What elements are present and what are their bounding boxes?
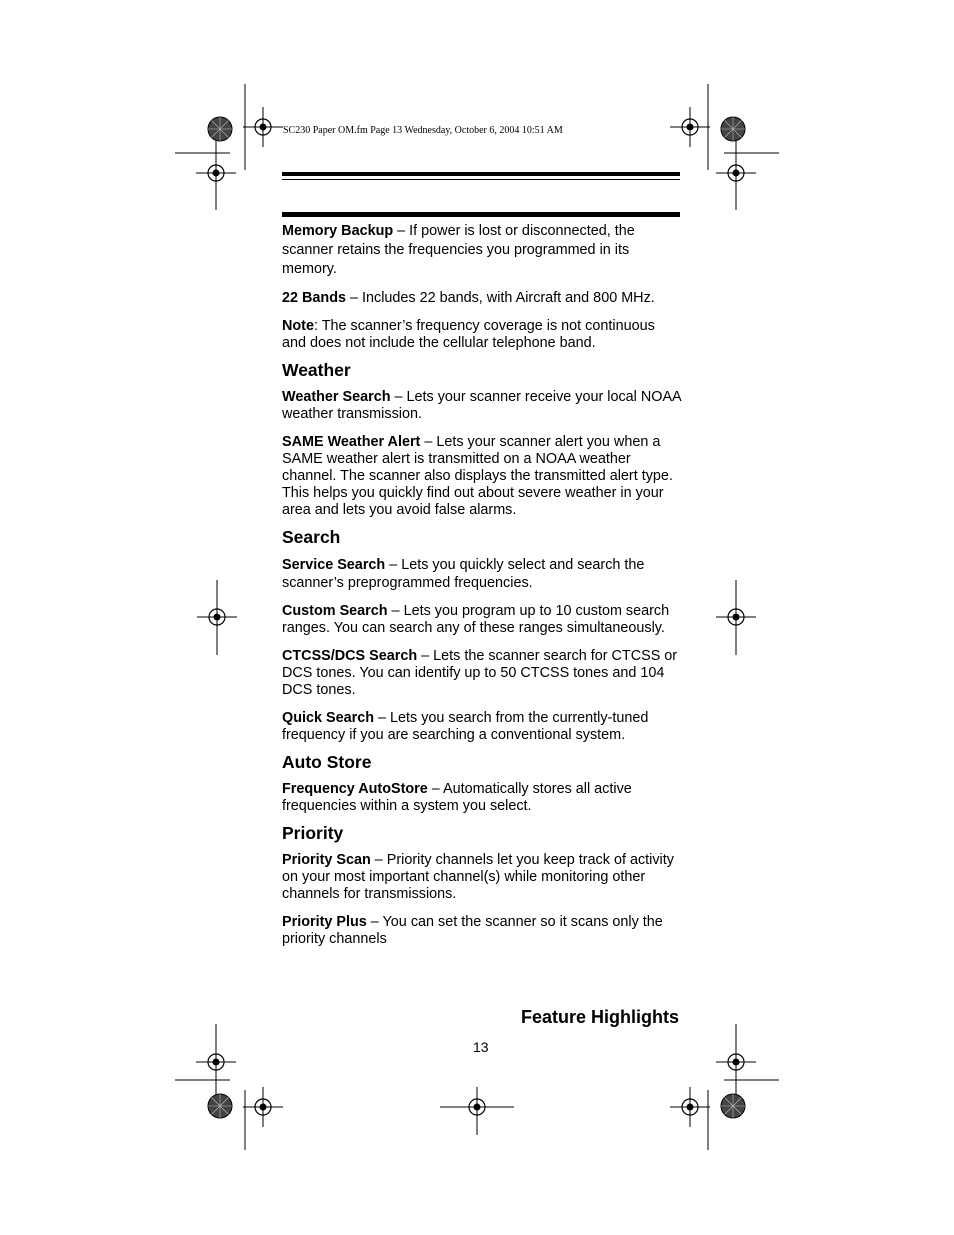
feature-weather-search: Weather Search – Lets your scanner receive your local NOAA weather transmission. [282,389,681,422]
feature-same-weather-alert: SAME Weather Alert – Lets your scanner alert you when a SAME weather alert is transmitted on a NOAA weather channel. The scanner also displays the transmitted alert type. This helps you quickly find out about severe weather in your area and lets you avoid false alarms. [282,434,673,518]
feature-frequency-autostore: Frequency AutoStore – Automatically stores all active frequencies within a system you select. [282,781,632,814]
feature-memory-backup: Memory Backup – If power is lost or disconnected, the scanner retains the frequencies you programmed in its memory. [282,223,635,277]
feature-ctcss-dcs-search: CTCSS/DCS Search – Lets the scanner search for CTCSS or DCS tones. You can identify up to 50 CTCSS tones and 104 DCS tones. [282,648,678,698]
feature-22-bands: 22 Bands – Includes 22 bands, with Aircraft and 800 MHz. [282,290,655,306]
print-header: SC230 Paper OM.fm Page 13 Wednesday, October 6, 2004 10:51 AM [283,125,563,136]
feature-quick-search: Quick Search – Lets you search from the currently-tuned frequency if you are searching a conventional system. [282,710,649,743]
feature-priority-plus: Priority Plus – You can set the scanner so it scans only the priority channels [282,914,663,947]
header-rule-thick [282,172,680,176]
heading-weather: Weather [282,360,351,380]
page-number: 13 [473,1039,489,1055]
section-rule [282,212,680,217]
heading-auto-store: Auto Store [282,752,372,772]
header-rule-thin [282,179,680,180]
feature-service-search: Service Search – Lets you quickly select and search the scanner’s preprogrammed frequencies. [282,557,645,591]
feature-priority-scan: Priority Scan – Priority channels let you keep track of activity on your most important channel(s) while monitoring other channels for transmissions. [282,852,674,902]
page-body [282,222,682,959]
coverage-note: Note: The scanner’s frequency coverage is not continuous and does not include the cellular telephone band. [282,318,655,351]
feature-custom-search: Custom Search – Lets you program up to 10 custom search ranges. You can search any of these ranges simultaneously. [282,603,670,636]
heading-search: Search [282,527,341,547]
heading-priority: Priority [282,823,344,843]
footer-section-title: Feature Highlights [520,1007,679,1027]
